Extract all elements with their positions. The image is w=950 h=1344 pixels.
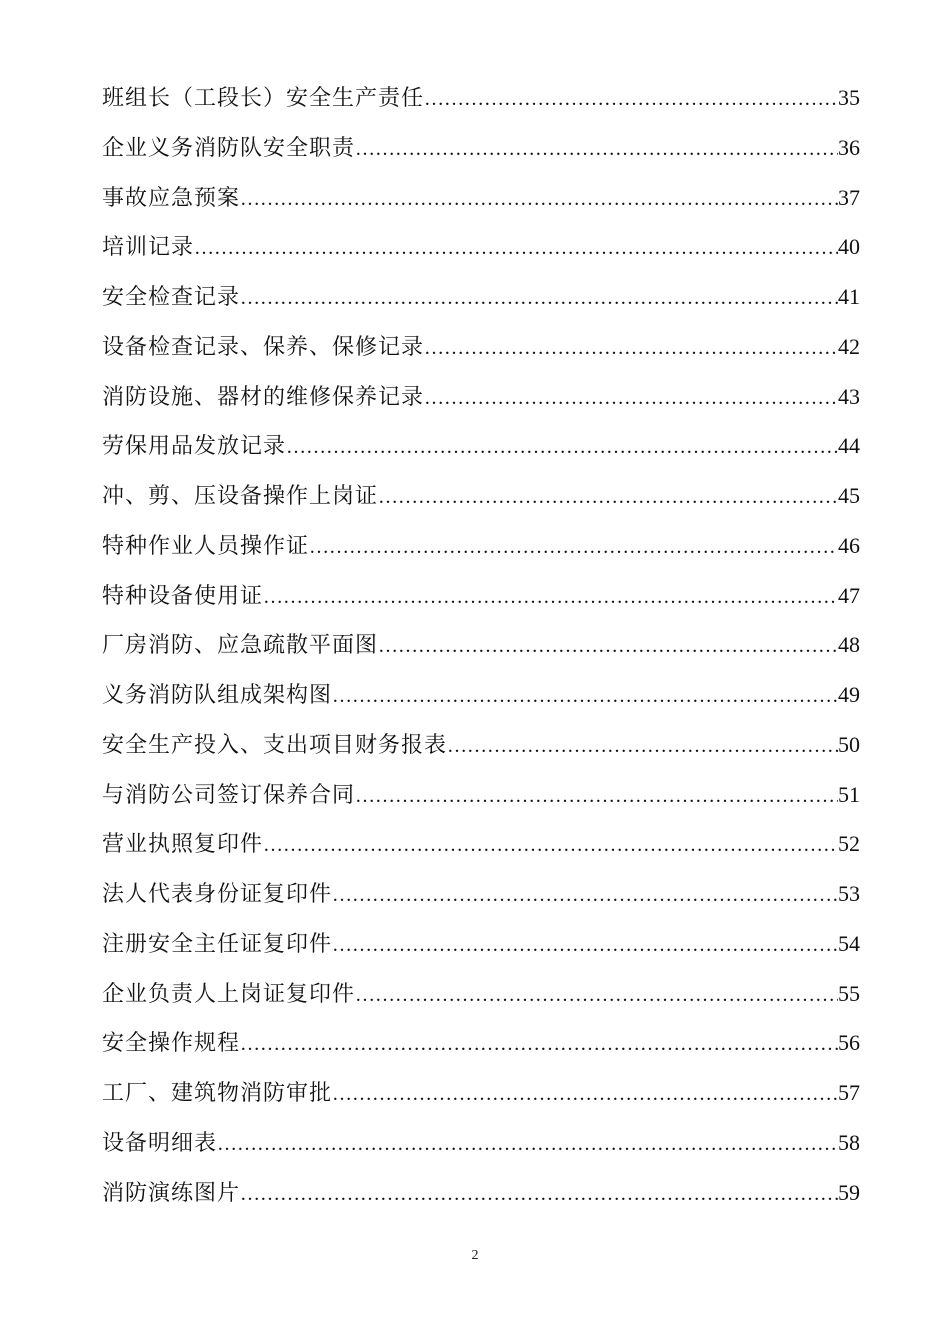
toc-dot-leader	[240, 175, 838, 223]
toc-dot-leader	[332, 672, 838, 720]
toc-entry-page: 58	[838, 1129, 860, 1155]
toc-dot-leader	[217, 1120, 838, 1168]
toc-entry-page: 36	[838, 134, 860, 160]
toc-entry	[102, 1068, 860, 1118]
toc-entry-page: 35	[838, 85, 860, 110]
toc-dot-leader	[424, 374, 838, 422]
toc-dot-leader	[263, 573, 838, 621]
toc-entry-page: 49	[838, 682, 860, 707]
toc-dot-leader	[332, 871, 838, 919]
toc-entry	[102, 969, 860, 1019]
toc-entry-page: 43	[838, 383, 860, 409]
table-of-contents	[102, 73, 860, 1217]
toc-entry-title: 厂房消防、应急疏散平面图	[102, 633, 379, 659]
toc-entry	[102, 421, 860, 471]
toc-entry-page: 40	[838, 234, 860, 260]
toc-entry-title: 特种作业人员操作证	[102, 533, 310, 559]
toc-entry-title: 消防演练图片	[102, 1180, 241, 1206]
toc-dot-leader	[263, 821, 838, 869]
toc-entry	[102, 123, 860, 173]
toc-entry-title: 法人代表身份证复印件	[102, 882, 333, 907]
toc-dot-leader	[240, 274, 838, 322]
toc-entry-title: 安全生产投入、支出项目财务报表	[102, 732, 448, 758]
toc-entry-title: 培训记录	[102, 235, 195, 261]
toc-entry	[102, 720, 860, 770]
page-number: 2	[471, 1248, 479, 1263]
toc-dot-leader	[424, 324, 838, 372]
toc-dot-leader	[424, 75, 838, 123]
toc-entry-page: 51	[838, 781, 860, 807]
toc-entry	[102, 571, 860, 621]
toc-entry-page: 48	[838, 632, 860, 658]
toc-entry-page: 42	[838, 333, 860, 359]
toc-entry-title: 注册安全主任证复印件	[102, 931, 333, 957]
toc-entry-page: 37	[838, 184, 860, 210]
toc-dot-leader	[355, 125, 838, 173]
toc-entry	[102, 869, 860, 919]
toc-entry	[102, 73, 860, 123]
toc-dot-leader	[355, 971, 838, 1019]
toc-entry-page: 50	[838, 731, 860, 757]
toc-entry	[102, 620, 860, 670]
toc-entry	[102, 919, 860, 969]
toc-entry-title: 义务消防队组成架构图	[102, 683, 333, 708]
toc-entry	[102, 322, 860, 372]
toc-dot-leader	[378, 622, 838, 670]
toc-dot-leader	[309, 523, 838, 571]
toc-entry-title: 特种设备使用证	[102, 583, 264, 609]
toc-entry	[102, 1118, 860, 1168]
toc-entry-page: 44	[838, 433, 860, 459]
toc-entry-title: 工厂、建筑物消防审批	[102, 1081, 333, 1106]
toc-dot-leader	[332, 921, 838, 969]
toc-entry	[102, 1168, 860, 1218]
toc-entry-title: 设备检查记录、保养、保修记录	[102, 334, 425, 360]
toc-entry	[102, 770, 860, 820]
toc-dot-leader	[240, 1170, 838, 1218]
toc-entry-title: 安全检查记录	[102, 285, 241, 310]
toc-entry-page: 52	[838, 831, 860, 857]
toc-dot-leader	[378, 473, 838, 521]
toc-entry-page: 53	[838, 881, 860, 906]
toc-entry-page: 57	[838, 1080, 860, 1105]
toc-dot-leader	[286, 423, 838, 471]
toc-entry	[102, 819, 860, 869]
toc-entry-title: 消防设施、器材的维修保养记录	[102, 384, 425, 410]
toc-entry-title: 企业负责人上岗证复印件	[102, 981, 356, 1007]
toc-dot-leader	[194, 224, 838, 272]
toc-entry-title: 安全操作规程	[102, 1031, 241, 1057]
toc-entry	[102, 1018, 860, 1068]
toc-entry-title: 企业义务消防队安全职责	[102, 135, 356, 161]
toc-entry-page: 46	[838, 532, 860, 558]
toc-entry	[102, 521, 860, 571]
toc-entry-title: 设备明细表	[102, 1130, 218, 1156]
toc-entry-title: 事故应急预案	[102, 185, 241, 211]
toc-entry-page: 47	[838, 582, 860, 608]
toc-entry-title: 班组长（工段长）安全生产责任	[102, 86, 425, 111]
toc-entry	[102, 222, 860, 272]
toc-entry-page: 55	[838, 980, 860, 1006]
toc-entry	[102, 670, 860, 720]
toc-entry-title: 与消防公司签订保养合同	[102, 782, 356, 808]
toc-entry-page: 54	[838, 930, 860, 956]
toc-entry-page: 56	[838, 1030, 860, 1056]
toc-entry	[102, 272, 860, 322]
toc-dot-leader	[355, 772, 838, 820]
toc-entry-page: 45	[838, 483, 860, 508]
toc-dot-leader	[447, 722, 838, 770]
toc-entry-title: 冲、剪、压设备操作上岗证	[102, 484, 379, 509]
toc-entry-page: 59	[838, 1179, 860, 1205]
toc-entry	[102, 471, 860, 521]
toc-dot-leader	[240, 1020, 838, 1068]
toc-dot-leader	[332, 1070, 838, 1118]
toc-entry	[102, 372, 860, 422]
toc-entry-title: 劳保用品发放记录	[102, 434, 287, 460]
toc-entry	[102, 173, 860, 223]
toc-entry-page: 41	[838, 284, 860, 309]
toc-entry-title: 营业执照复印件	[102, 832, 264, 858]
